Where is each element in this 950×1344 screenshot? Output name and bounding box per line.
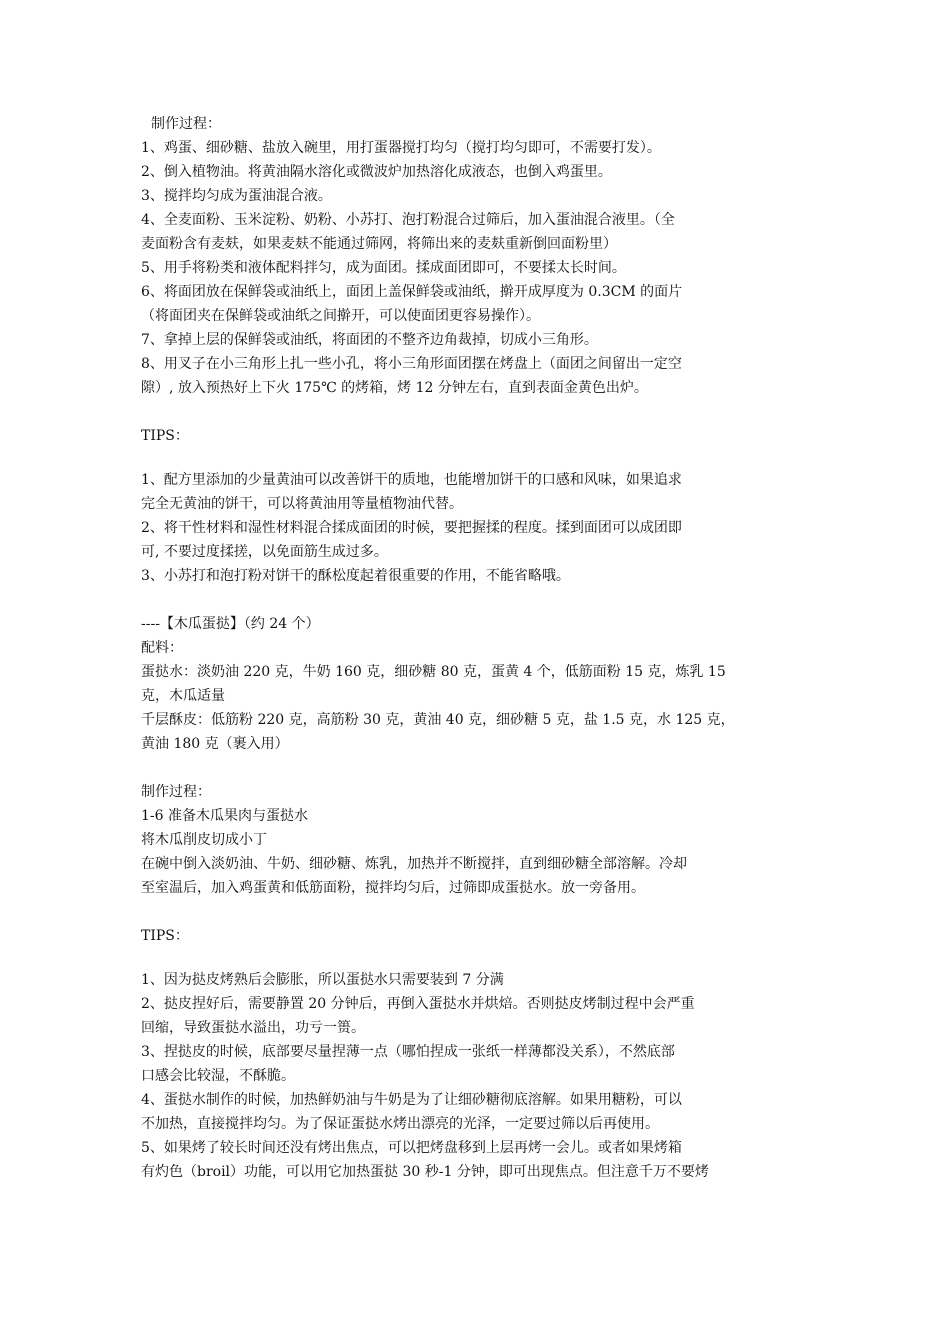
paragraph-line: 7、拿掉上层的保鲜袋或油纸，将面团的不整齐边角裁掉，切成小三角形。 bbox=[141, 332, 598, 348]
paragraph-line: 1、因为挞皮烤熟后会膨胀，所以蛋挞水只需要装到 7 分满 bbox=[141, 972, 504, 988]
paragraph-line: 5、如果烤了较长时间还没有烤出焦点，可以把烤盘移到上层再烤一会儿。或者如果烤箱 bbox=[141, 1140, 682, 1156]
paragraph-line: 4、蛋挞水制作的时候，加热鲜奶油与牛奶是为了让细砂糖彻底溶解。如果用糖粉，可以 bbox=[141, 1092, 682, 1108]
paragraph-line: 1、鸡蛋、细砂糖、盐放入碗里，用打蛋器搅打均匀（搅打均匀即可，不需要打发）。 bbox=[141, 140, 661, 156]
paragraph-line: 5、用手将粉类和液体配料拌匀，成为面团。揉成面团即可，不要揉太长时间。 bbox=[141, 260, 626, 276]
paragraph-line: 6、将面团放在保鲜袋或油纸上，面团上盖保鲜袋或油纸，擀开成厚度为 0.3CM 的面片 bbox=[141, 284, 683, 300]
paragraph-line: 2、将干性材料和湿性材料混合揉成面团的时候，要把握揉的程度。揉到面团可以成团即 bbox=[141, 520, 682, 536]
section-heading: 制作过程： bbox=[151, 116, 221, 132]
paragraph-line: 麦面粉含有麦麸，如果麦麸不能通过筛网，将筛出来的麦麸重新倒回面粉里） bbox=[141, 236, 617, 252]
paragraph-line: 2、倒入植物油。将黄油隔水溶化或微波炉加热溶化成液态，也倒入鸡蛋里。 bbox=[141, 164, 612, 180]
paragraph-line: 8、用叉子在小三角形上扎一些小孔，将小三角形面团摆在烤盘上（面团之间留出一定空 bbox=[141, 356, 682, 372]
paragraph-line: 可, 不要过度揉搓，以免面筋生成过多。 bbox=[141, 544, 388, 560]
paragraph-line: 至室温后，加入鸡蛋黄和低筋面粉，搅拌均匀后，过筛即成蛋挞水。放一旁备用。 bbox=[141, 880, 645, 896]
paragraph-line: 千层酥皮：低筋粉 220 克，高筋粉 30 克，黄油 40 克，细砂糖 5 克，盐 1.5 克，水 125 克， bbox=[141, 712, 735, 728]
paragraph-line: 克，木瓜适量 bbox=[141, 688, 225, 704]
paragraph-line: 3、小苏打和泡打粉对饼干的酥松度起着很重要的作用，不能省略哦。 bbox=[141, 568, 570, 584]
paragraph-line: 将木瓜削皮切成小丁 bbox=[141, 832, 267, 848]
section-heading: 制作过程： bbox=[141, 784, 211, 800]
spacer bbox=[141, 948, 813, 968]
paragraph-line: 蛋挞水：淡奶油 220 克，牛奶 160 克，细砂糖 80 克，蛋黄 4 个，低筋面粉 15 克，炼乳 15 bbox=[141, 664, 726, 680]
paragraph-line: 隙）, 放入预热好上下火 175℃ 的烤箱，烤 12 分钟左右，直到表面金黄色出炉。 bbox=[141, 380, 648, 396]
document-page bbox=[141, 112, 813, 1184]
paragraph-line: 不加热，直接搅拌均匀。为了保证蛋挞水烤出漂亮的光泽，一定要过筛以后再使用。 bbox=[141, 1116, 659, 1132]
paragraph-line: 口感会比较湿，不酥脆。 bbox=[141, 1068, 295, 1084]
spacer bbox=[141, 448, 813, 468]
paragraph-line: 在碗中倒入淡奶油、牛奶、细砂糖、炼乳，加热并不断搅拌，直到细砂糖全部溶解。冷却 bbox=[141, 856, 687, 872]
spacer bbox=[141, 756, 813, 780]
paragraph-line: 4、全麦面粉、玉米淀粉、奶粉、小苏打、泡打粉混合过筛后，加入蛋油混合液里。（全 bbox=[141, 212, 675, 228]
spacer bbox=[141, 400, 813, 424]
paragraph-line: 有灼色（broil）功能，可以用它加热蛋挞 30 秒-1 分钟，即可出现焦点。但注意千万不要烤 bbox=[141, 1164, 709, 1180]
spacer bbox=[141, 900, 813, 924]
paragraph-line: 完全无黄油的饼干，可以将黄油用等量植物油代替。 bbox=[141, 496, 463, 512]
tips-heading: TIPS： bbox=[141, 428, 189, 444]
paragraph-line: 3、捏挞皮的时候，底部要尽量捏薄一点（哪怕捏成一张纸一样薄都没关系），不然底部 bbox=[141, 1044, 675, 1060]
tips-heading: TIPS： bbox=[141, 928, 189, 944]
paragraph-line: 回缩，导致蛋挞水溢出，功亏一篑。 bbox=[141, 1020, 365, 1036]
ingredients-label: 配料： bbox=[141, 640, 183, 656]
paragraph-line: 黄油 180 克（裹入用） bbox=[141, 736, 289, 752]
spacer bbox=[141, 588, 813, 612]
paragraph-line: 1、配方里添加的少量黄油可以改善饼干的质地，也能增加饼干的口感和风味，如果追求 bbox=[141, 472, 682, 488]
paragraph-line: 1-6 准备木瓜果肉与蛋挞水 bbox=[141, 808, 308, 824]
recipe-title: ----【木瓜蛋挞】（约 24 个） bbox=[141, 616, 320, 632]
paragraph-line: 2、挞皮捏好后，需要静置 20 分钟后，再倒入蛋挞水并烘焙。否则挞皮烤制过程中会严重 bbox=[141, 996, 695, 1012]
paragraph-line: （将面团夹在保鲜袋或油纸之间擀开，可以使面团更容易操作）。 bbox=[141, 308, 540, 324]
paragraph-line: 3、搅拌均匀成为蛋油混合液。 bbox=[141, 188, 332, 204]
